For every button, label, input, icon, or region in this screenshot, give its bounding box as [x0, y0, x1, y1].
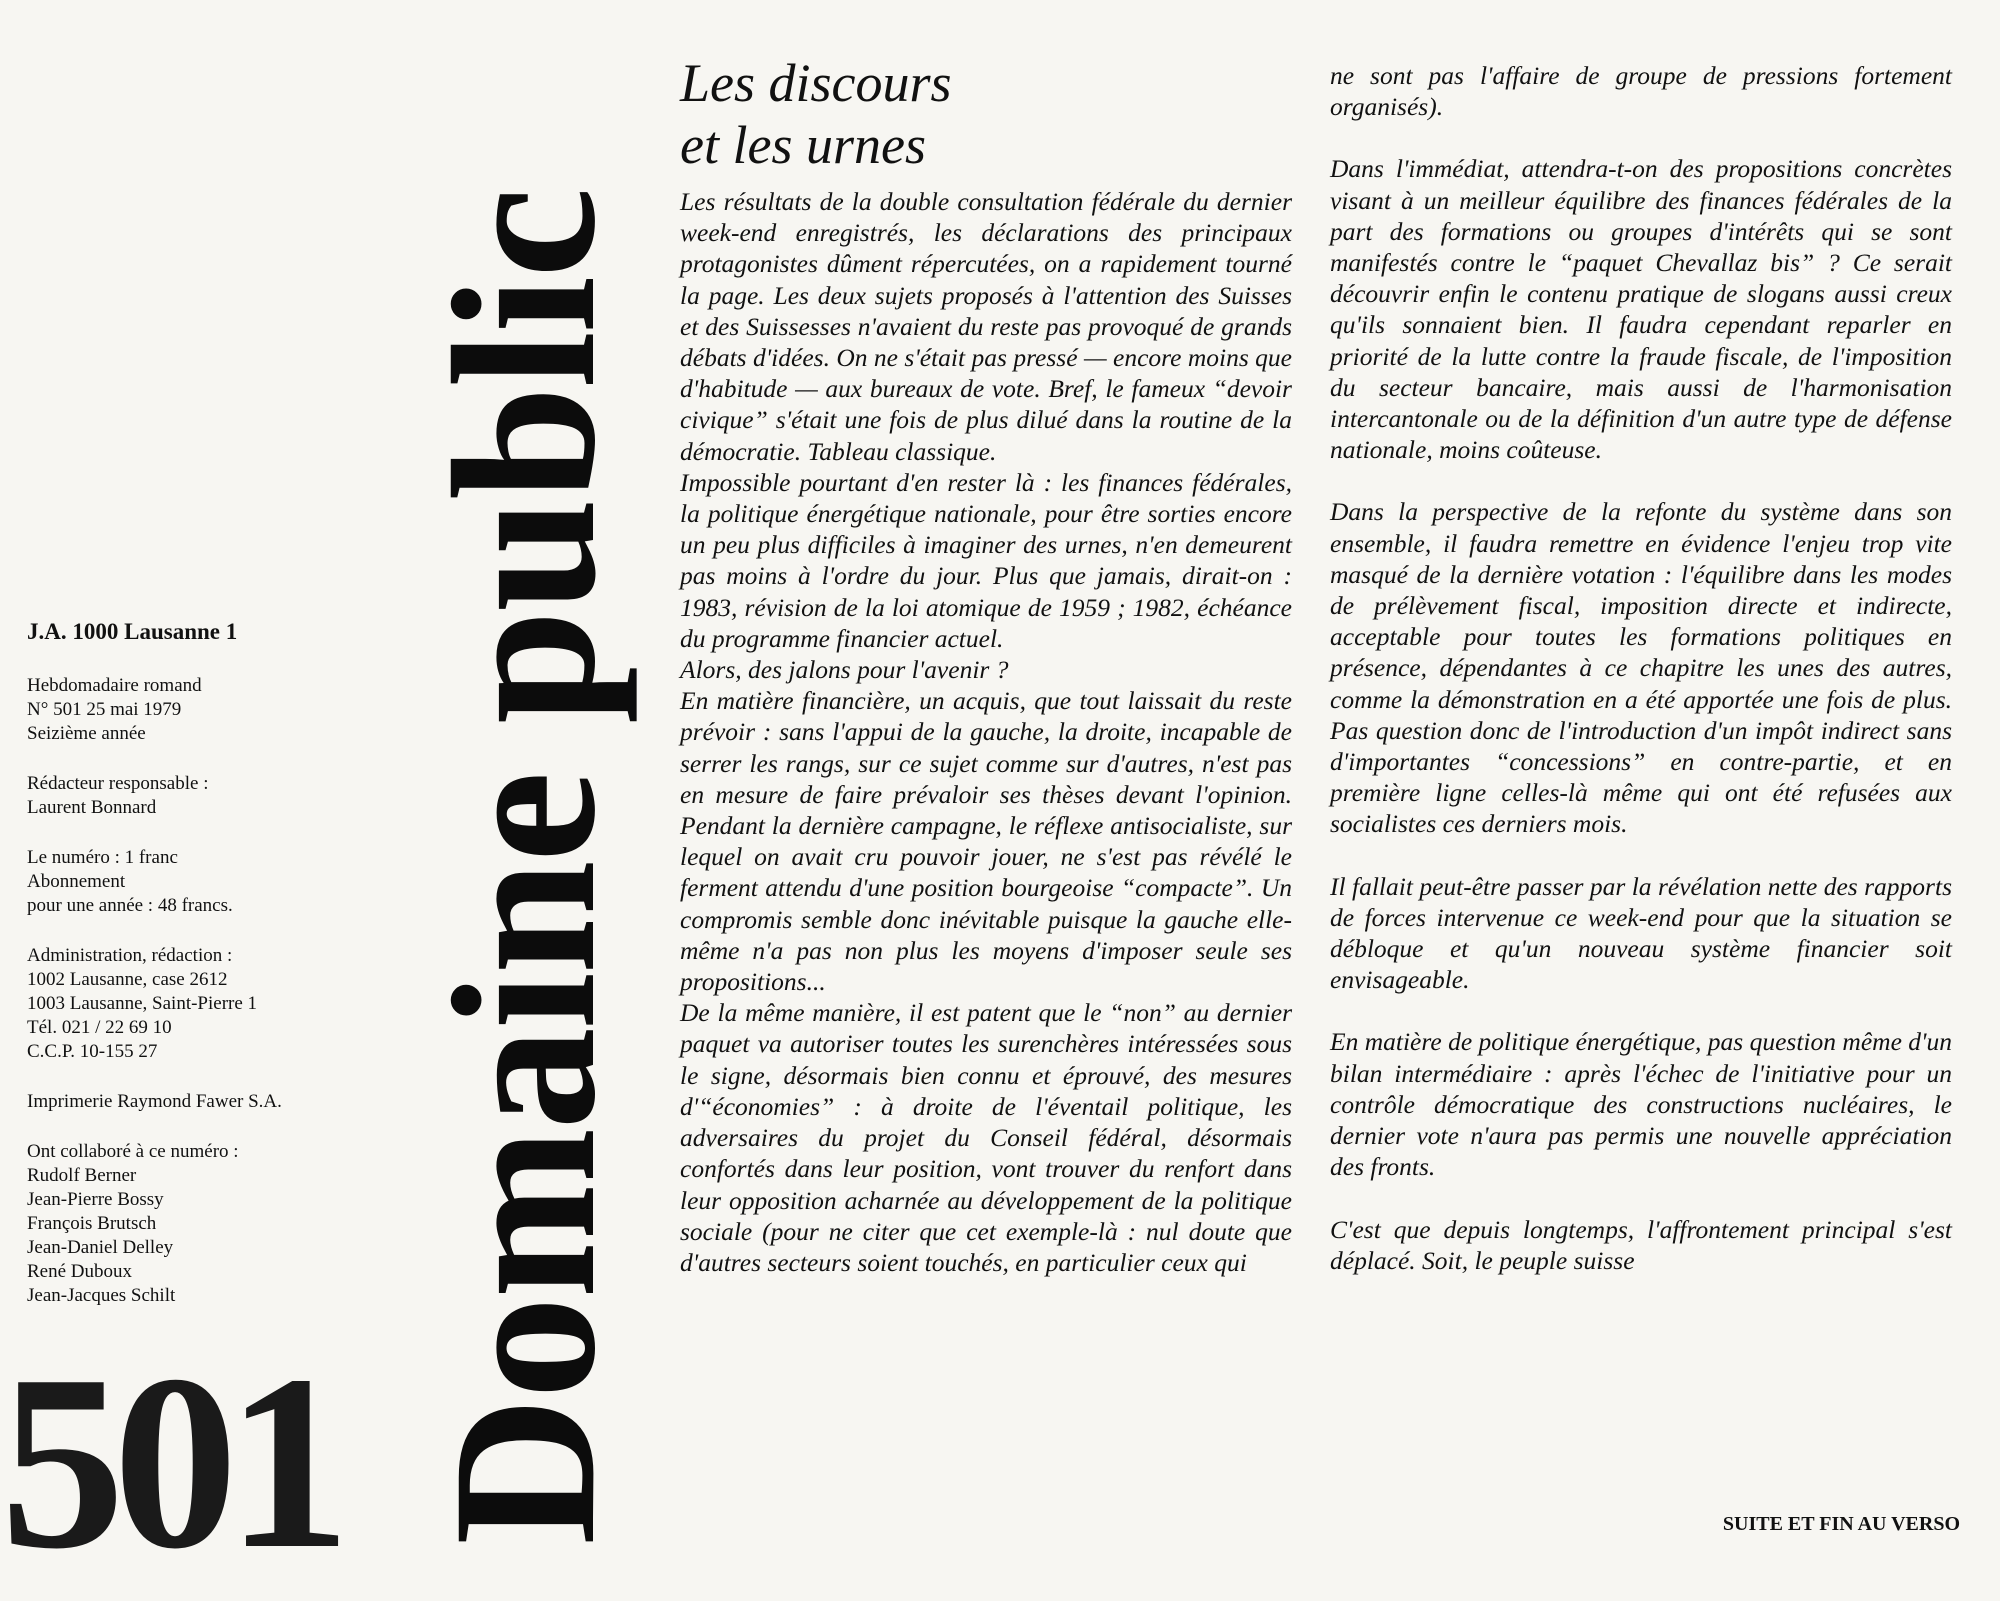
contributor: Jean-Daniel Delley	[27, 1237, 174, 1258]
masthead-info	[27, 620, 387, 1334]
info-line: Imprimerie Raymond Fawer S.A.	[27, 1091, 282, 1112]
article-paragraph: De la même manière, il est patent que le “non” au dernier paquet va autoriser toutes les surenchères intéressées sous le signe, désormais bien connu et éprouvé, des mesures d'“économies” : à droite de l'éventail politique, les adversaires du projet du Conseil fédéral, désormais confortés dans leur position, vont trouver du renfort dans leur opposition acharnée au développement de la politique sociale (pour ne citer que cet exemple-là : nul doute que d'autres secteurs soient touchés, en particulier ceux qui	[680, 998, 1292, 1277]
contributor: Jean-Pierre Bossy	[27, 1189, 164, 1210]
article-column-right	[1330, 60, 1952, 1307]
printer-info	[27, 1090, 387, 1114]
phone-number: Tél. 021 / 22 69 10	[27, 1017, 172, 1038]
article-paragraph: Dans l'immédiat, attendra-t-on des propositions concrètes visant à un meilleur équilibre des finances fédérales de la part des formations ou groupes d'intérêts qui se sont manifestés contre le “paquet Chevallaz bis” ? Ce serait découvrir enfin le contenu pratique de slogans aussi creux qu'ils sonnaient bien. Il faudra cependant reparler en priorité de la lutte contre la fraude fiscale, de l'imposition du secteur bancaire, mais aussi de l'harmonisation intercantonale ou de la définition d'un autre type de défense nationale, moins coûteuse.	[1330, 154, 1952, 465]
contributors-list	[27, 1140, 387, 1308]
article-paragraph: Dans la perspective de la refonte du système dans son ensemble, il faudra remettre en évidence l'enjeu trop vite masqué de la dernière votation : l'équilibre dans les modes de prélèvement fiscal, imposition directe et indirecte, acceptable pour toutes les formations politiques en présence, dépendantes à ce chapitre les unes des autres, comme la démonstration en a été apportée une fois de plus. Pas question donc de l'introduction d'un impôt indirect sans d'importantes “concessions” en contre-partie, et en première ligne celles-là même qui ont été refusées aux socialistes ces derniers mois.	[1330, 497, 1952, 839]
info-line: Seizième année	[27, 723, 146, 744]
article-paragraph: Impossible pourtant d'en rester là : les finances fédérales, la politique énergétique nationale, pour être sorties encore un peu plus difficiles à imaginer des urnes, n'en demeurent pas moins à l'ordre du jour. Plus que jamais, dirait-on : 1983, révision de la loi atomique de 1959 ; 1982, échéance du programme financier actuel.	[680, 467, 1292, 653]
publication-title: Domaine public	[411, 189, 638, 1545]
publication-info	[27, 674, 387, 746]
article-paragraph: En matière financière, un acquis, que tout laissait du reste prévoir : sans l'appui de la gauche, la droite, incapable de serrer les rangs, sur ce sujet comme sur d'autres, n'est pas en mesure de faire prévaloir ses thèses devant l'opinion. Pendant la dernière campagne, le réflexe antisocialiste, sur lequel on avait cru pouvoir jouer, ne s'est pas révélé le ferment attendu d'une position bourgeoise “compacte”. Un compromis semble donc inévitable puisque la gauche elle-même n'a pas non plus les moyens d'imposer seule ses propositions...	[680, 686, 1292, 997]
contributor: François Brutsch	[27, 1213, 157, 1234]
info-line: Rédacteur responsable :	[27, 773, 209, 794]
editor-info	[27, 772, 387, 820]
info-line: Abonnement	[27, 871, 126, 892]
article-paragraph: ne sont pas l'affaire de groupe de pressions fortement organisés).	[1330, 61, 1952, 122]
article-headline	[680, 52, 1280, 176]
info-line: C.C.P. 10-155 27	[27, 1041, 158, 1062]
headline-line-2: et les urnes	[680, 115, 926, 175]
info-line: Hebdomadaire romand	[27, 675, 202, 696]
issue-number: 501	[0, 1324, 339, 1601]
continued-notice: SUITE ET FIN AU VERSO	[1722, 1513, 1960, 1535]
price-info	[27, 846, 387, 918]
info-line: Ont collaboré à ce numéro :	[27, 1141, 239, 1162]
article-paragraph: Alors, des jalons pour l'avenir ?	[680, 655, 1009, 685]
headline-line-1: Les discours	[680, 53, 952, 113]
issue-date: N° 501 25 mai 1979	[27, 699, 182, 720]
info-line: Administration, rédaction :	[27, 945, 233, 966]
address-info	[27, 944, 387, 1064]
contributor: Jean-Jacques Schilt	[27, 1285, 176, 1306]
info-line: 1002 Lausanne, case 2612	[27, 969, 228, 990]
info-line: 1003 Lausanne, Saint-Pierre 1	[27, 993, 258, 1014]
contributor: Rudolf Berner	[27, 1165, 137, 1186]
article-column-middle	[680, 186, 1292, 1278]
info-line: pour une année : 48 francs.	[27, 895, 233, 916]
info-line: Le numéro : 1 franc	[27, 847, 178, 868]
article-paragraph: Il fallait peut-être passer par la révélation nette des rapports de forces intervenue ce week-end pour que la situation se débloque et qu'un nouveau système financier soit envisageable.	[1330, 871, 1952, 995]
article-paragraph: Les résultats de la double consultation fédérale du dernier week-end enregistrés, les déclarations des principaux protagonistes dûment répercutées, on a rapidement tourné la page. Les deux sujets proposés à l'attention des Suisses et des Suissesses n'avaient du reste pas provoqué de grands débats d'idées. On ne s'était pas pressé — encore moins que d'habitude — aux bureaux de vote. Bref, le fameux “devoir civique” s'était une fois de plus dilué dans la routine de la démocratie. Tableau classique.	[680, 187, 1292, 466]
editor-name: Laurent Bonnard	[27, 797, 157, 818]
contributor: René Duboux	[27, 1261, 133, 1282]
publication-title-wrapper	[411, 45, 638, 1545]
article-paragraph: En matière de politique énergétique, pas question même d'un bilan intermédiaire : après l'échec de l'initiative pour un contrôle démocratique des constructions nucléaires, le dernier vote n'aura pas permis une nouvelle appréciation des fronts.	[1330, 1027, 1952, 1182]
postal-mark: J.A. 1000 Lausanne 1	[27, 619, 238, 644]
article-paragraph: C'est que depuis longtemps, l'affrontement principal s'est déplacé. Soit, le peuple suisse	[1330, 1214, 1952, 1275]
